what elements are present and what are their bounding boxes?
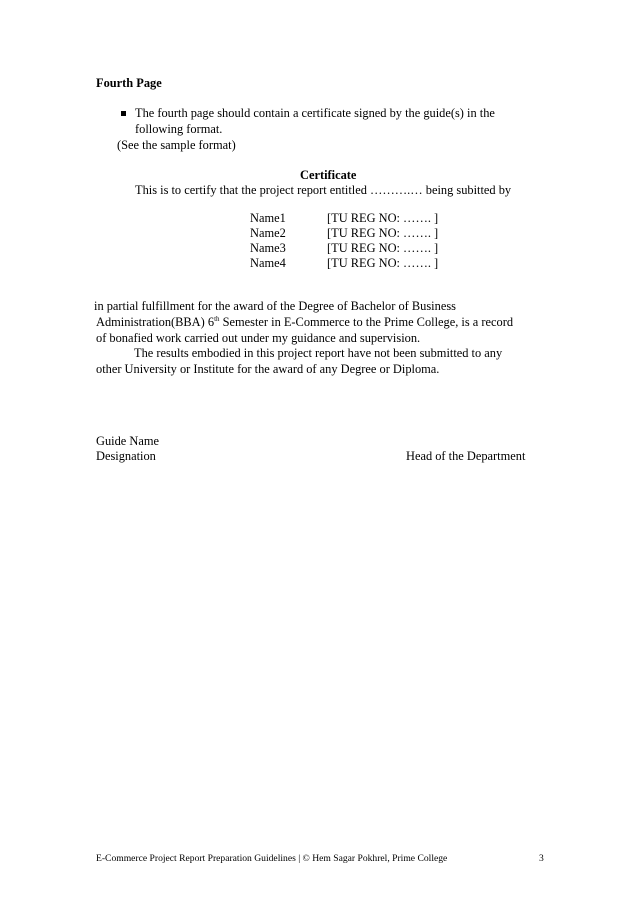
para1-line1: in partial fulfillment for the award of the Degree of Bachelor of Business [94,299,456,313]
student-name: Name1 [250,211,286,225]
student-name: Name3 [250,241,286,255]
student-reg: [TU REG NO: ……. ] [327,256,439,270]
ordinal-suffix: th [214,314,220,323]
para1-line2-a: Administration(BBA) 6 [96,315,215,329]
para1-line3: of bonafied work carried out under my guidance and supervision. [96,331,421,345]
square-bullet-icon [121,111,126,116]
certificate-intro: This is to certify that the project report entitled ……….… being subitted by [135,183,512,197]
student-name: Name4 [250,256,286,270]
para1-line2 [96,315,513,330]
head-of-department: Head of the Department [406,449,526,463]
student-reg: [TU REG NO: ……. ] [327,241,439,255]
bullet-text-line1: The fourth page should contain a certificate signed by the guide(s) in the [135,106,495,120]
designation: Designation [96,449,156,463]
page-number: 3 [539,853,544,864]
student-name: Name2 [250,226,286,240]
bullet-text-line2: following format. [135,122,223,136]
student-reg: [TU REG NO: ……. ] [327,226,439,240]
para2-line2: other University or Institute for the award of any Degree or Diploma. [96,362,440,376]
section-heading: Fourth Page [96,76,162,90]
para1-line2-b: Semester in E-Commerce to the Prime College, is a record [219,315,514,329]
para2-line1: The results embodied in this project report have not been submitted to any [134,346,503,360]
sample-note: (See the sample format) [117,138,236,152]
footer-text: E-Commerce Project Report Preparation Guidelines | © Hem Sagar Pokhrel, Prime College [96,853,448,864]
guide-name: Guide Name [96,434,159,448]
certificate-title: Certificate [300,168,357,182]
student-reg: [TU REG NO: ……. ] [327,211,439,225]
